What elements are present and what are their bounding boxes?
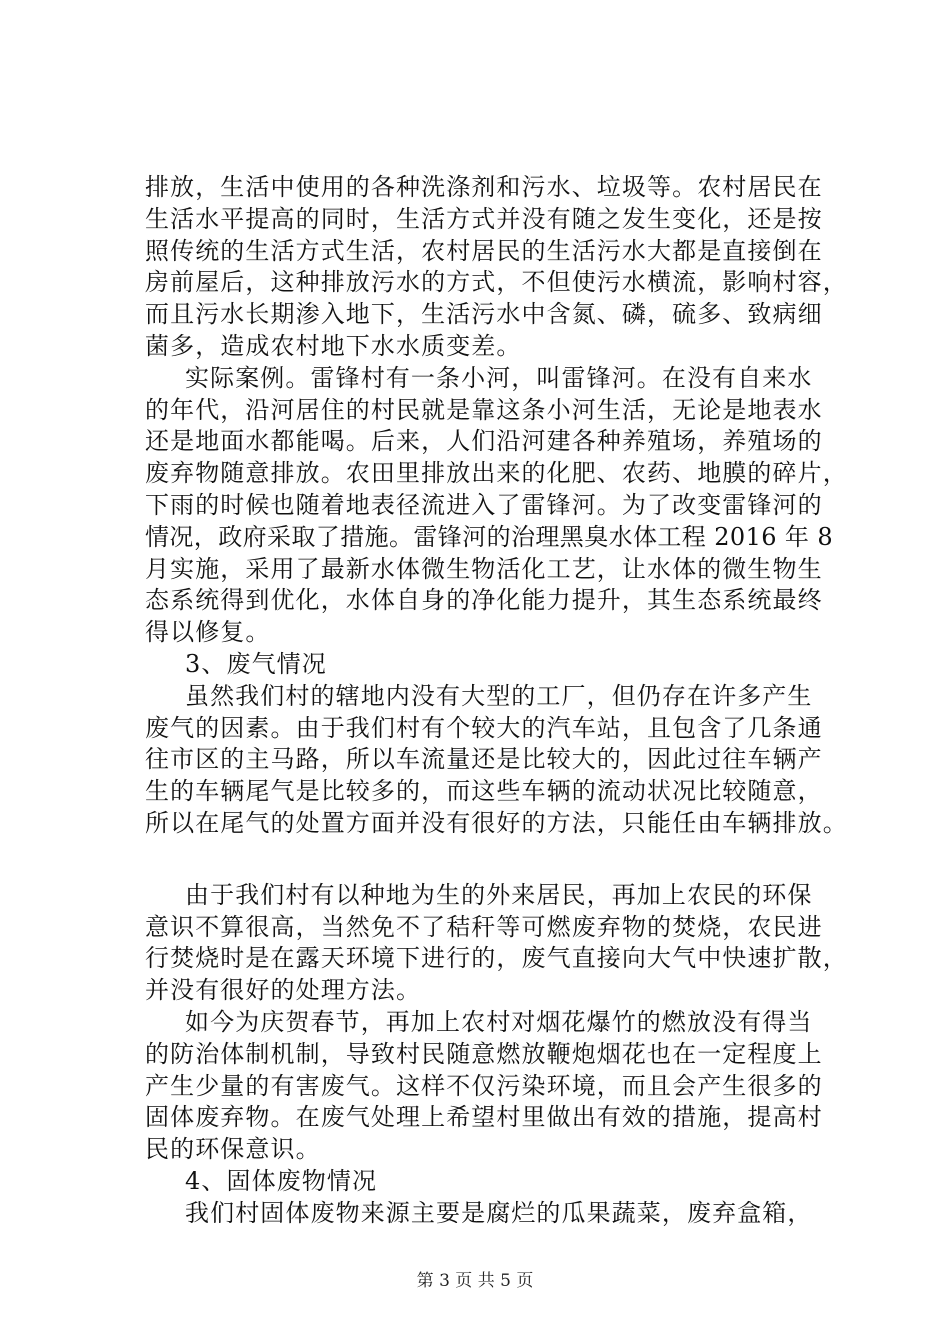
section-heading: 3、废气情况 <box>185 649 327 678</box>
text-line: 所以在尾气的处置方面并没有很好的方法，只能任由车辆排放。 <box>145 808 848 837</box>
paragraph-start-line: 如今为庆贺春节，再加上农村对烟花爆竹的燃放没有得当 <box>185 1007 813 1036</box>
paragraph-gap <box>145 840 837 880</box>
page-number-footer: 第 3 页 共 5 页 <box>416 1271 534 1291</box>
text-line: 态系统得到优化，水体自身的净化能力提升，其生态系统最终 <box>145 586 823 615</box>
text-line: 生的车辆尾气是比较多的，而这些车辆的流动状况比较随意， <box>145 777 823 806</box>
text-line: 固体废弃物。在废气处理上希望村里做出有效的措施，提高村 <box>145 1103 823 1132</box>
text-line: 房前屋后，这种排放污水的方式，不但使污水横流，影响村容， <box>145 268 848 297</box>
text-line: 往市区的主马路，所以车流量还是比较大的，因此过往车辆产 <box>145 745 823 774</box>
document-body <box>145 172 848 1230</box>
text-line: 得以修复。 <box>145 618 271 647</box>
text-line: 照传统的生活方式生活，农村居民的生活污水大都是直接倒在 <box>145 236 823 265</box>
paragraph-start-line: 虽然我们村的辖地内没有大型的工厂，但仍存在许多产生 <box>185 681 813 710</box>
paragraph-start-line: 由于我们村有以种地为生的外来居民，再加上农民的环保 <box>185 880 813 909</box>
section-heading: 4、固体废物情况 <box>185 1166 378 1195</box>
text-line: 废气的因素。由于我们村有个较大的汽车站，且包含了几条通 <box>145 713 823 742</box>
text-line: 而且污水长期渗入地下，生活污水中含氮、磷，硫多、致病细 <box>145 300 823 329</box>
text-line: 情况，政府采取了措施。雷锋河的治理黑臭水体工程 2016 年 8 <box>145 522 834 551</box>
text-line: 的防治体制机制，导致村民随意燃放鞭炮烟花也在一定程度上 <box>145 1039 823 1068</box>
text-line: 行焚烧时是在露天环境下进行的，废气直接向大气中快速扩散， <box>145 944 848 973</box>
text-line: 月实施，采用了最新水体微生物活化工艺，让水体的微生物生 <box>145 554 823 583</box>
text-line: 产生少量的有害废气。这样不仅污染环境，而且会产生很多的 <box>145 1071 823 1100</box>
text-line: 还是地面水都能喝。后来，人们沿河建各种养殖场，养殖场的 <box>145 427 823 456</box>
paragraph-start-line: 我们村固体废物来源主要是腐烂的瓜果蔬菜，废弃盒箱， <box>185 1198 813 1227</box>
text-line: 下雨的时候也随着地表径流进入了雷锋河。为了改变雷锋河的 <box>145 490 823 519</box>
text-line: 的年代，沿河居住的村民就是靠这条小河生活，无论是地表水 <box>145 395 823 424</box>
text-line: 菌多，造成农村地下水水质变差。 <box>145 331 522 360</box>
text-line: 排放，生活中使用的各种洗涤剂和污水、垃圾等。农村居民在 <box>145 173 823 201</box>
text-line: 生活水平提高的同时，生活方式并没有随之发生变化，还是按 <box>145 204 823 233</box>
paragraph-start-line: 实际案例。雷锋村有一条小河，叫雷锋河。在没有自来水 <box>185 363 813 392</box>
text-line: 并没有很好的处理方法。 <box>145 976 422 1005</box>
text-line: 意识不算很高，当然免不了秸秆等可燃废弃物的焚烧，农民进 <box>145 912 823 941</box>
text-line: 废弃物随意排放。农田里排放出来的化肥、农药、地膜的碎片， <box>145 459 848 488</box>
text-line: 民的环保意识。 <box>145 1135 321 1164</box>
